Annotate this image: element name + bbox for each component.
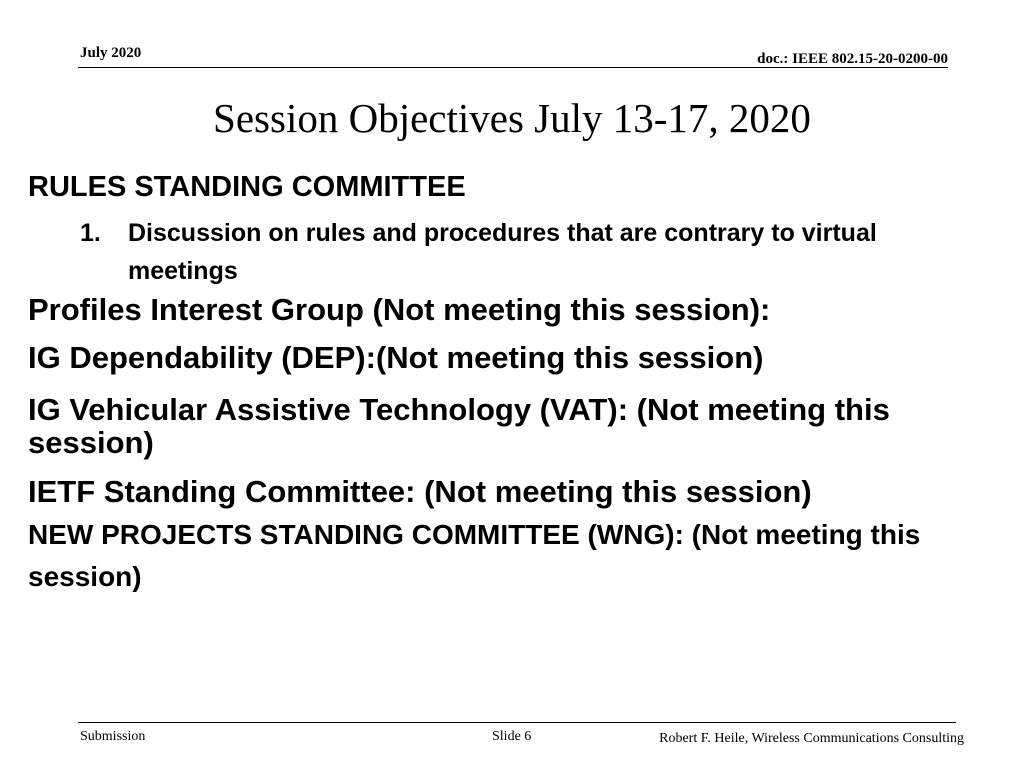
list-item	[80, 214, 888, 290]
new-projects-line: NEW PROJECTS STANDING COMMITTEE (WNG): (Not meeting this session)	[28, 519, 921, 592]
footer-author: Robert F. Heile, Wireless Communications Consulting	[659, 731, 964, 746]
profiles-line: Profiles Interest Group (Not meeting this session):	[28, 292, 771, 327]
list-item-marker: 1.	[80, 219, 101, 247]
rules-heading: RULES STANDING COMMITTEE	[28, 171, 466, 203]
list-item-text: Discussion on rules and procedures that are contrary to virtual meetings	[128, 219, 877, 285]
slide-title: Session Objectives July 13-17, 2020	[213, 95, 811, 141]
rules-list	[80, 214, 888, 290]
header-rule	[78, 67, 948, 68]
header-doc-id: doc.: IEEE 802.15-20-0200-00	[757, 51, 948, 67]
header-date: July 2020	[80, 45, 142, 61]
dependability-line: IG Dependability (DEP):(Not meeting this session)	[28, 340, 764, 375]
footer-slide-number: Slide 6	[492, 729, 532, 744]
footer-rule	[78, 722, 956, 723]
ietf-line: IETF Standing Committee: (Not meeting this session)	[28, 474, 812, 509]
footer-submission: Submission	[80, 729, 146, 744]
vat-line: IG Vehicular Assistive Technology (VAT): (Not meeting this session)	[28, 392, 890, 460]
